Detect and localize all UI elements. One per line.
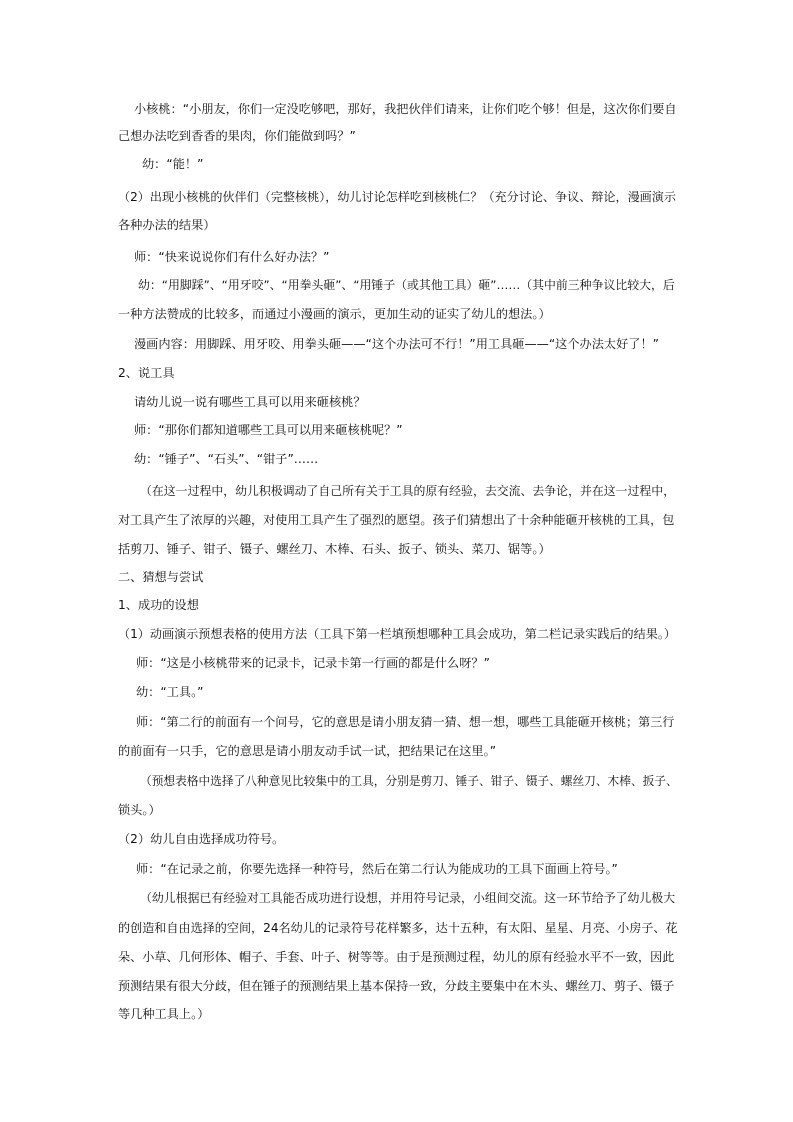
text-line: 请幼儿说一说有哪些工具可以用来砸核桃？ — [134, 395, 366, 409]
text-line: （1）动画演示预想表格的使用方法（工具下第一栏填预想哪种工具会成功，第二栏记录实践后的结果。） — [118, 627, 676, 641]
text-line: （预想表格中选择了八种意见比较集中的工具，分别是剪刀、锤子、钳子、镊子、螺丝刀、木棒、扳子、 — [140, 774, 678, 788]
text-line: 幼：“能！” — [142, 157, 204, 171]
text-line: 括剪刀、锤子、钳子、镊子、螺丝刀、木棒、石头、扳子、锁头、菜刀、锯等。） — [118, 542, 551, 556]
text-line: 师：“在记录之前，你要先选择一种符号，然后在第二行认为能成功的工具下面画上符号。” — [136, 862, 618, 876]
text-line: 预测结果有很大分歧，但在锤子的预测结果上基本保持一致，分歧主要集中在木头、螺丝刀、剪子、镊子 — [118, 979, 675, 993]
text-line: 幼：“锤子”、“石头”、“钳子”…… — [134, 452, 319, 466]
text-line: （在这一过程中，幼儿积极调动了自己所有关于工具的原有经验，去交流、去争论，并在这一过程中， — [140, 484, 676, 498]
text-line: （幼儿根据已有经验对工具能否成功进行设想，并用符号记录，小组间交流。这一环节给予了幼儿极大 — [140, 891, 676, 905]
text-line: 一种方法赞成的比较多，而通过小漫画的演示，更加生动的证实了幼儿的想法。） — [118, 307, 551, 321]
text-line: 小核桃：“小朋友，你们一定没吃够吧，那好，我把伙伴们请来，让你们吃个够！但是，这次你们要自 — [134, 102, 677, 116]
text-line: 漫画内容：用脚踩、用牙咬、用拳头砸——“这个办法可不行！”用工具砸——“这个办法太好了！” — [134, 337, 659, 351]
section-heading: 1、成功的设想 — [118, 598, 199, 612]
text-line: （2）幼儿自由选择成功符号。 — [118, 832, 285, 846]
text-line: 对工具产生了浓厚的兴趣，对使用工具产生了强烈的愿望。孩子们猜想出了十余种能砸开核桃的工具，包 — [118, 513, 675, 527]
text-line: 等几种工具上。） — [118, 1007, 210, 1021]
text-line: 师：“这是小核桃带来的记录卡，记录卡第一行画的都是什么呀？” — [136, 656, 490, 670]
text-line: 师：“第二行的前面有一个问号，它的意思是请小朋友猜一猜、想一想，哪些工具能砸开核桃；第三行 — [136, 715, 675, 729]
text-line: （2）出现小核桃的伙伴们（完整核桃），幼儿讨论怎样吃到核桃仁？（充分讨论、争议、辩论，漫画演示 — [118, 190, 676, 204]
section-heading: 二、猜想与尝试 — [118, 570, 204, 584]
text-line: 幼：“用脚踩”、“用牙咬”、“用拳头砸”、“用锤子（或其他工具）砸”……（其中前三种争议比较大，后 — [138, 278, 675, 292]
text-line: 各种办法的结果） — [118, 218, 216, 232]
section-heading: 2、说工具 — [118, 366, 175, 380]
text-line: 的前面有一只手，它的意思是请小朋友动手试一试，把结果记在这里。” — [118, 744, 497, 758]
text-line: 的创造和自由选择的空间，24名幼儿的记录符号花样繁多，达十五种，有太阳、星星、月亮、小房子、花 — [118, 921, 678, 935]
text-line: 幼：“工具。” — [136, 685, 204, 699]
text-line: 朵、小草、几何形体、帽子、手套、叶子、树等等。由于是预测过程，幼儿的原有经验水平不一致，因此 — [118, 950, 675, 964]
text-line: 锁头。） — [118, 803, 161, 817]
text-line: 师：“那你们都知道哪些工具可以用来砸核桃呢？” — [134, 423, 403, 437]
text-line: 师：“快来说说你们有什么好办法？” — [134, 250, 330, 264]
text-line: 己想办法吃到香香的果肉，你们能做到吗？” — [118, 129, 356, 143]
